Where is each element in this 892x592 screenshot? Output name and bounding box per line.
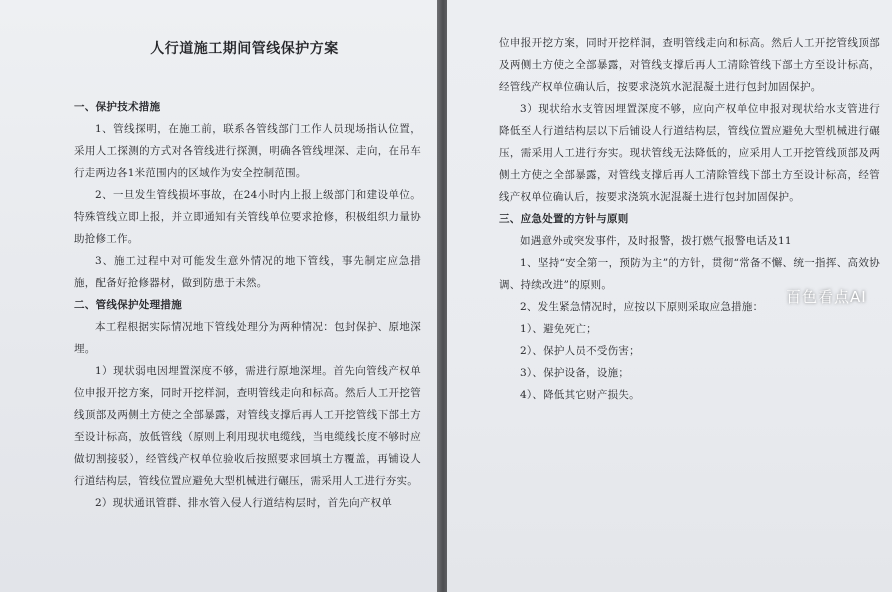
section-3-intro: 如遇意外或突发事件，及时报警，拨打燃气报警电话及11: [520, 235, 792, 247]
section-1-item-2: 2、一旦发生管线损坏事故，在24小时内上报上级部门和建设单位。特殊管线立即上报，并立即通知有关管线单位要求抢修，积极组织力量协助抢修工作。: [74, 189, 421, 245]
section-1-item-1: 1、管线探明，在施工前，联系各管线部门工作人员现场指认位置，采用人工探测的方式对各管线进行探测，明确各管线埋深、走向，在吊车行走两边各1米范围内的区域作为安全控制范围。: [74, 123, 421, 179]
section-2-item-1: 1）现状弱电因埋置深度不够，需进行原地深埋。首先向管线产权单位申报开挖方案，同时开挖样洞，查明管线走向和标高。然后人工开挖管线顶部及两侧土方使之全部暴露，对管线支撑后再人工开挖管线下部土方至设计标高，放低管线（原则上利用现状电缆线，当电缆线长度不够时应做切割接驳），经管线产权单位验收后按照要求回填土方覆盖，再铺设人行道结构层，管线位置应避免大型机械进行碾压，需采用人工进行夯实。: [74, 365, 421, 487]
left-page: [0, 0, 437, 592]
measure-item-2: 2）、保护人员不受伤害；: [520, 345, 640, 357]
document-title: 人行道施工期间管线保护方案: [150, 41, 339, 57]
measure-item-4: 4）、降低其它财产损失。: [520, 389, 640, 401]
section-2-item-3: 3）现状给水支管因埋置深度不够，应向产权单位申报对现状给水支管进行降低至人行道结构层以下后铺设人行道结构层，管线位置应避免大型机械进行碾压，需采用人工进行夯实。现状管线无法降低的，应采用人工开挖管线顶部及两侧土方使之全部暴露，对管线支撑后再人工清除管线下部土方至设计标高，经管线产权单位确认后，按要求浇筑水泥混凝土进行包封加固保护。: [499, 103, 880, 203]
section-2-heading: 二、管线保护处理措施: [74, 299, 182, 311]
watermark-text: 百色看点AI: [786, 288, 867, 306]
section-3-item-2: 2、发生紧急情况时，应按以下原则采取应急措施：: [520, 301, 764, 313]
section-3-heading: 三、应急处置的方针与原则: [499, 213, 629, 225]
section-1-item-3: 3、施工过程中对可能发生意外情况的地下管线，事先制定应急措施，配备好抢修器材，做到防患于未然。: [74, 255, 421, 289]
section-1-heading: 一、保护技术措施: [74, 101, 161, 113]
section-2-item-2: 2）现状通讯管群、排水管入侵人行道结构层时，首先向产权单: [95, 497, 393, 509]
section-2-intro: 本工程根据实际情况地下管线处理分为两种情况：包封保护、原地深埋。: [74, 321, 421, 355]
section-3-item-1: 1、坚持“安全第一，预防为主”的方针，贯彻“常备不懈、统一指挥、高效协调、持续改进”的原则。: [499, 257, 880, 291]
measure-item-3: 3）、保护设备，设施；: [520, 367, 630, 379]
section-2-item-2-continued: 位申报开挖方案，同时开挖样洞，查明管线走向和标高。然后人工开挖管线顶部及两侧土方使之全部暴露，对管线支撑后再人工清除管线下部土方至设计标高，经管线产权单位确认后，按要求浇筑水泥混凝土进行包封加固保护。: [499, 37, 880, 93]
page-gutter: [437, 0, 447, 592]
measure-item-1: 1）、避免死亡；: [520, 323, 597, 335]
